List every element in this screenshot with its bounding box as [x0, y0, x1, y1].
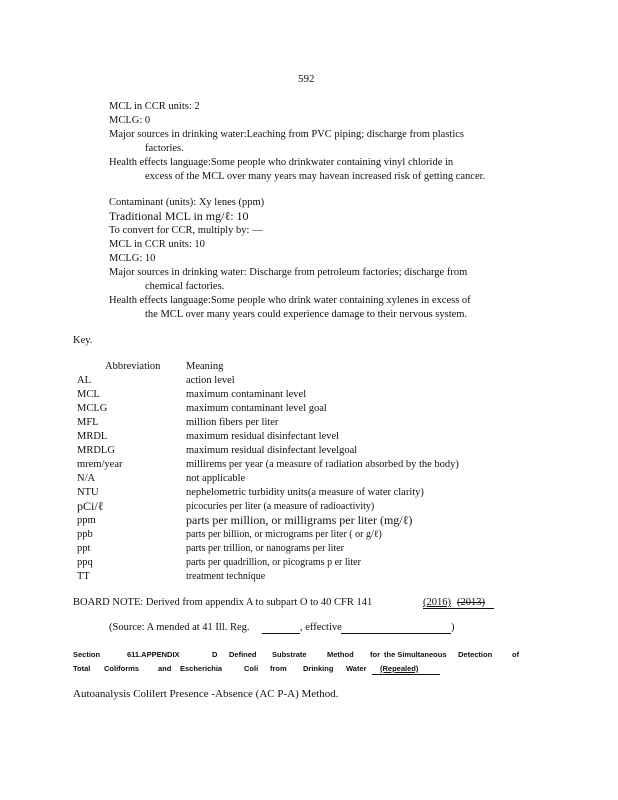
key-meaning: treatment technique: [186, 571, 266, 582]
section-heading-word: Water: [346, 664, 367, 673]
page-number: 592: [298, 73, 315, 85]
board-note-underline: [423, 608, 494, 609]
section-heading-word: of: [512, 650, 520, 659]
key-header-abbreviation: Abbreviation: [105, 361, 161, 372]
convert-line: To convert for CCR, multiply by: —: [109, 225, 263, 236]
key-meaning: parts per trillion, or nanograms per liter: [186, 543, 345, 554]
major-sources-line-2: Major sources in drinking water: Discharge from petroleum factories; discharge from: [109, 267, 468, 278]
key-meaning: not applicable: [186, 473, 246, 484]
section-heading-word: Total: [73, 664, 91, 673]
section-heading-word: Detection: [458, 650, 493, 659]
section-heading-word: Coliforms: [104, 664, 140, 673]
section-heading-word: D: [212, 650, 218, 659]
section-heading-word: Escherichia: [180, 664, 223, 673]
key-abbr: TT: [77, 571, 90, 582]
section-heading-underline: [372, 674, 440, 675]
section-heading-repealed: (Repealed): [380, 664, 419, 673]
major-sources-cont: factories.: [145, 143, 184, 154]
board-note: BOARD NOTE: Derived from appendix A to subpart O to 40 CFR 141: [73, 597, 373, 608]
section-heading-word: the Simultaneous: [384, 650, 447, 659]
key-abbr: NTU: [77, 487, 99, 498]
board-note-year-old: (2013): [457, 597, 485, 608]
mclg-line: MCLG: 0: [109, 115, 151, 126]
section-heading-word: Defined: [229, 650, 257, 659]
method-title: Autoanalysis Colilert Presence -Absence (AC P-A) Method.: [73, 688, 339, 700]
key-meaning: maximum contaminant level goal: [186, 403, 327, 414]
board-note-year-new: (2016): [423, 597, 451, 608]
section-heading-word: from: [270, 664, 287, 673]
key-abbr: ppq: [77, 557, 93, 568]
health-effects-line-2: Health effects language:Some people who drink water containing xylenes in excess of: [109, 295, 471, 306]
key-meaning: nephelometric turbidity units(a measure of water clarity): [186, 487, 424, 498]
key-abbr: MRDL: [77, 431, 108, 442]
section-heading-word: Section: [73, 650, 101, 659]
key-label: Key.: [73, 335, 93, 346]
section-heading-word: 611.APPENDIX: [127, 650, 180, 659]
key-abbr: MCLG: [77, 403, 108, 414]
section-heading-word: for: [370, 650, 380, 659]
section-heading-word: Method: [327, 650, 354, 659]
mcl-ccr-units-line: MCL in CCR units: 2: [109, 101, 200, 112]
health-effects-cont: excess of the MCL over many years may havean increased risk of getting cancer.: [145, 171, 486, 182]
key-abbr: pCi/ℓ: [77, 499, 104, 513]
mclg-line-2: MCLG: 10: [109, 253, 156, 264]
source-effective: , effective: [300, 622, 342, 633]
source-close-paren: ): [451, 622, 455, 633]
key-meaning: millirems per year (a measure of radiation absorbed by the body): [186, 459, 459, 470]
section-heading-word: Substrate: [272, 650, 307, 659]
major-sources-line: Major sources in drinking water:Leaching from PVC piping; discharge from plastics: [109, 129, 464, 140]
section-heading-word: Coli: [244, 664, 259, 673]
key-meaning: parts per million, or milligrams per liter (mg/ℓ): [186, 513, 413, 527]
health-effects-cont-2: the MCL over many years could experience damage to their nervous system.: [145, 309, 468, 320]
key-meaning: parts per billion, or micrograms per liter ( or g/ℓ): [186, 529, 382, 540]
traditional-mcl-line: Traditional MCL in mg/ℓ: 10: [109, 209, 249, 223]
key-meaning: maximum contaminant level: [186, 389, 307, 400]
key-abbr: MCL: [77, 389, 100, 400]
key-meaning: maximum residual disinfectant level: [186, 431, 340, 442]
source-reg-blank: [262, 633, 300, 634]
key-header-meaning: Meaning: [186, 361, 224, 372]
source-effective-blank: [341, 633, 451, 634]
key-abbr: MFL: [77, 417, 99, 428]
key-meaning: maximum residual disinfectant levelgoal: [186, 445, 358, 456]
key-abbr: ppm: [77, 515, 96, 526]
key-meaning: million fibers per liter: [186, 417, 279, 428]
contaminant-line: Contaminant (units): Xy lenes (ppm): [109, 197, 265, 208]
key-abbr: ppb: [77, 529, 93, 540]
section-heading-word: Drinking: [303, 664, 334, 673]
health-effects-line: Health effects language:Some people who drinkwater containing vinyl chloride in: [109, 157, 454, 168]
key-meaning: action level: [186, 375, 235, 386]
key-abbr: mrem/year: [77, 459, 123, 470]
source-line: (Source: A mended at 41 Ill. Reg.: [109, 622, 250, 633]
key-meaning: picocuries per liter (a measure of radioactivity): [186, 501, 375, 512]
key-meaning: parts per quadrillion, or picograms p er liter: [186, 557, 361, 568]
key-abbr: MRDLG: [77, 445, 115, 456]
key-abbr: N/A: [77, 473, 96, 484]
section-heading-word: and: [158, 664, 172, 673]
key-abbr: ppt: [77, 543, 91, 554]
key-abbr: AL: [77, 375, 91, 386]
mcl-ccr-units-line-2: MCL in CCR units: 10: [109, 239, 205, 250]
major-sources-cont-2: chemical factories.: [145, 281, 225, 292]
